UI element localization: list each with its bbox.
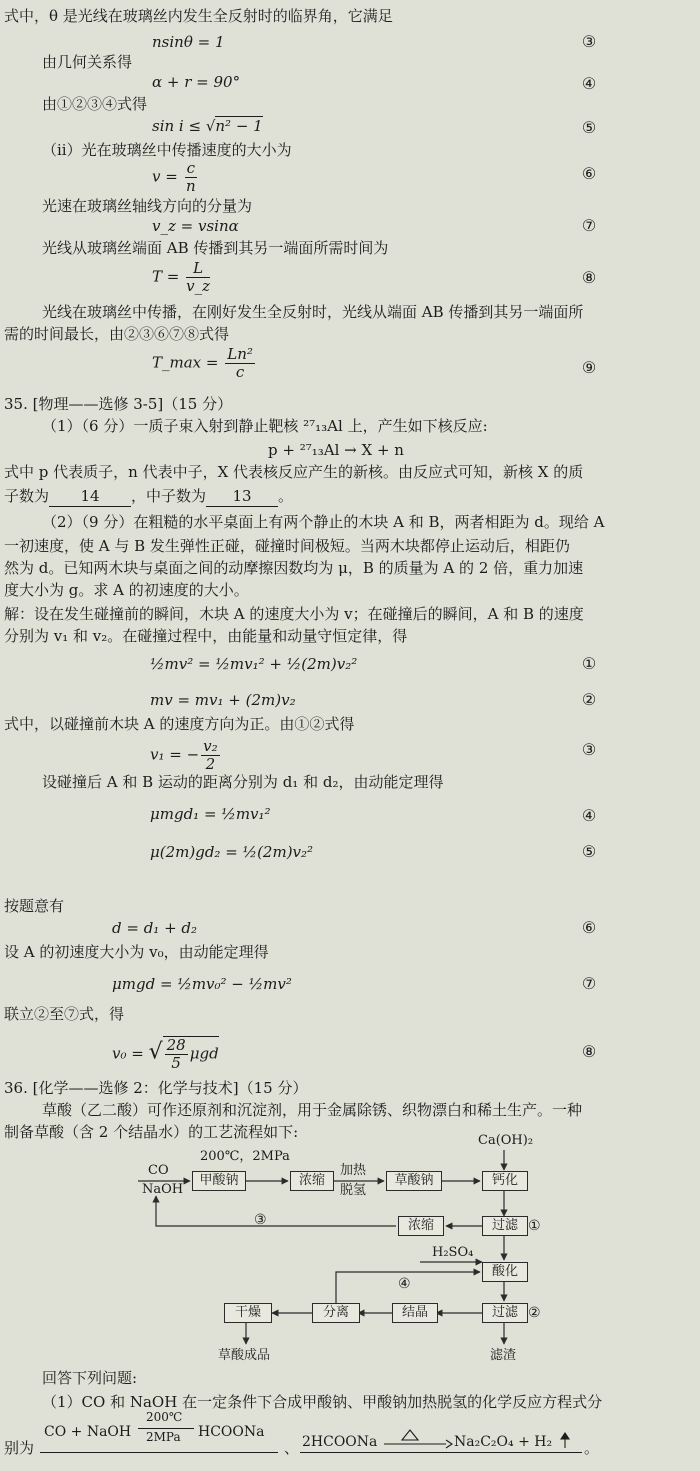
equation: μ(2m)gd₂ = ½(2m)v₂² [150,843,314,861]
reagent-caoh2: Ca(OH)₂ [478,1133,534,1148]
eq-text: v = [152,167,183,186]
text-line: 然为 d。已知两木块与桌面之间的动摩擦因数均为 μ，B 的质量为 A 的 2 倍，重力加速 [4,559,584,577]
text-line: 式中，θ 是光线在玻璃丝内发生全反射时的临界角，它满足 [4,7,393,25]
eq-number: ⑥ [581,918,597,937]
period: 。 [584,1439,600,1457]
separator: 、 [284,1439,300,1457]
eq-number: ③ [581,32,597,51]
eq-text: T_max = [152,353,224,372]
condition-label: 200℃，2MPa [200,1149,290,1164]
numerator: v₂ [203,737,218,755]
numerator: c [186,159,195,177]
text-line: 一初速度，使 A 与 B 发生弹性正碰，碰撞时间极短。当两木块都停止运动后，相距仍 [4,537,570,555]
equation: α + r = 90° [152,73,241,91]
text-line: 度大小为 g。求 A 的初速度的大小。 [4,581,249,599]
text-line: 草酸（乙二酸）可作还原剂和沉淀剂，用于金属除锈、织物漂白和稀土生产。一种 [42,1101,583,1119]
eq-number: ⑥ [581,164,597,183]
radicand: n² − 1 [215,117,263,135]
reaction2-right: Na₂C₂O₄ + H₂ [454,1434,553,1450]
eq-number: ⑧ [581,1042,597,1061]
text: 子数为 [4,487,50,505]
equation: mv = mv₁ + (2m)v₂ [150,691,296,709]
text-line: 式中，以碰撞前木块 A 的速度方向为正。由①②式得 [4,715,355,733]
sqrt-sign: √ [148,1039,163,1065]
text-line: （ii）光在玻璃丝中传播速度的大小为 [42,141,292,159]
box-sodium-oxalate: 草酸钠 [386,1171,442,1191]
box-concentrate-2: 浓缩 [398,1216,444,1236]
eq-number: ⑦ [581,974,597,993]
text-line: 按题意有 [4,897,65,915]
eq-number: ④ [581,806,597,825]
eq-text: μgd [189,1044,219,1063]
eq-text: v₁ = − [150,745,200,764]
denominator: c [235,363,245,381]
step-mark-4: ④ [398,1276,411,1292]
box-concentrate-1: 浓缩 [290,1171,334,1191]
box-calcification: 钙化 [482,1171,528,1191]
equation: d = d₁ + d₂ [112,919,198,937]
dehydrogenation-label: 脱氢 [340,1183,367,1198]
reaction1-left: CO + NaOH [44,1424,132,1440]
product-label: 草酸成品 [218,1348,271,1363]
step-mark-1: ① [528,1218,541,1234]
arrow-head [446,1440,452,1448]
equation: ½mv² = ½mv₁² + ½(2m)v₂² [150,655,358,673]
gas-up-arrow-head [561,1433,569,1439]
residue-label: 滤渣 [490,1348,517,1363]
numerator: L [186,260,210,278]
eq-number: ② [581,690,597,709]
text-line: 联立②至⑦式，得 [4,1005,125,1023]
eq-text: sin i ≤ [152,117,206,135]
question-heading: 36. [化学——选修 2：化学与技术]（15 分） [4,1079,308,1097]
eq-number: ① [581,654,597,673]
reaction-equation: p + ²⁷₁₃Al → X + n [268,441,404,459]
eq-number: ④ [581,74,597,93]
denominator: n [185,177,196,195]
text-line: 光速在玻璃丝轴线方向的分量为 [42,197,253,215]
eq-number: ⑦ [581,216,597,235]
eq-number: ⑤ [581,842,597,861]
text-line: 设碰撞后 A 和 B 运动的距离分别为 d₁ 和 d₂，由动能定理得 [42,773,444,791]
text-line: 光线在玻璃丝中传播，在刚好发生全反射时，光线从端面 AB 传播到其另一端面所 [42,303,584,321]
text-line: 设 A 的初速度大小为 v₀，由动能定理得 [4,943,269,961]
reagent-h2so4: H₂SO₄ [432,1245,474,1260]
eq-number: ⑧ [581,268,597,287]
denominator: v_z [186,277,210,295]
box-acidification: 酸化 [482,1262,528,1282]
step-mark-3: ③ [254,1212,267,1228]
box-filter-1: 过滤 [482,1216,528,1236]
denominator: 5 [171,1054,181,1072]
question-heading: 35. [物理——选修 3-5]（15 分） [4,395,233,413]
input-naoh: NaOH [142,1182,184,1197]
text-line: 光线从玻璃丝端面 AB 传播到其另一端面所需时间为 [42,239,389,257]
box-separation: 分离 [312,1303,360,1323]
sqrt-sign: √ [205,117,216,135]
step-mark-2: ② [528,1305,541,1321]
reaction1-cond-top: 200℃ [146,1410,183,1424]
answer-blank: 13 [206,486,278,507]
box-filter-2: 过滤 [482,1303,528,1323]
reaction2-left: 2HCOONa [302,1434,378,1450]
box-crystallization: 结晶 [392,1303,438,1323]
text-line: （1）CO 和 NaOH 在一定条件下合成甲酸钠、甲酸钠加热脱氢的化学反应方程式分 [42,1393,603,1411]
box-sodium-formate: 甲酸钠 [192,1171,246,1191]
text-line: 制备草酸（含 2 个结晶水）的工艺流程如下: [4,1123,299,1141]
eq-text: T = [152,267,185,286]
text-line: 解：设在发生碰撞前的瞬间，木块 A 的速度大小为 v；在碰撞后的瞬间，A 和 B 的速度 [4,605,584,623]
equation: nsinθ = 1 [152,33,225,51]
text: 。 [278,487,294,505]
text-line: （2）（9 分）在粗糙的水平桌面上有两个静止的木块 A 和 B，两者相距为 d。现给 A [42,513,605,531]
numerator: 28 [166,1036,186,1054]
text-line: 分别为 v₁ 和 v₂。在碰撞过程中，由能量和动量守恒定律，得 [4,627,408,645]
eq-number: ⑨ [581,358,597,377]
answer-blank: 14 [49,486,131,507]
text-line: 由①②③④式得 [42,95,148,113]
text-line: （1）（6 分）一质子束入射到静止靶核 ²⁷₁₃Al 上，产生如下核反应: [42,417,488,435]
text-line: 别为 [4,1439,35,1457]
text-line: 式中 p 代表质子，n 代表中子，X 代表核反应产生的新核。由反应式可知，新核 X 的质 [4,463,584,481]
eq-text: v₀ = [112,1044,149,1063]
numerator: Ln² [227,345,253,363]
heat-triangle-icon [402,1430,418,1440]
equation: v_z = vsinα [152,217,239,235]
heat-label: 加热 [340,1163,367,1178]
text-line: 由几何关系得 [42,53,133,71]
box-drying: 干燥 [224,1303,272,1323]
text-line: 需的时间最长，由②③⑥⑦⑧式得 [4,325,230,343]
eq-number: ③ [581,740,597,759]
text: ，中子数为 [131,487,207,505]
equation: μmgd₁ = ½mv₁² [150,805,271,823]
input-co: CO [148,1163,169,1178]
reaction1-right: HCOONa [198,1424,265,1440]
eq-number: ⑤ [581,118,597,137]
text-line: 回答下列问题: [42,1369,138,1387]
equation: μmgd = ½mv₀² − ½mv² [112,975,292,993]
denominator: 2 [205,755,216,773]
reaction1-cond-bottom: 2MPa [146,1430,181,1444]
answer-blank-2 [300,1452,582,1453]
